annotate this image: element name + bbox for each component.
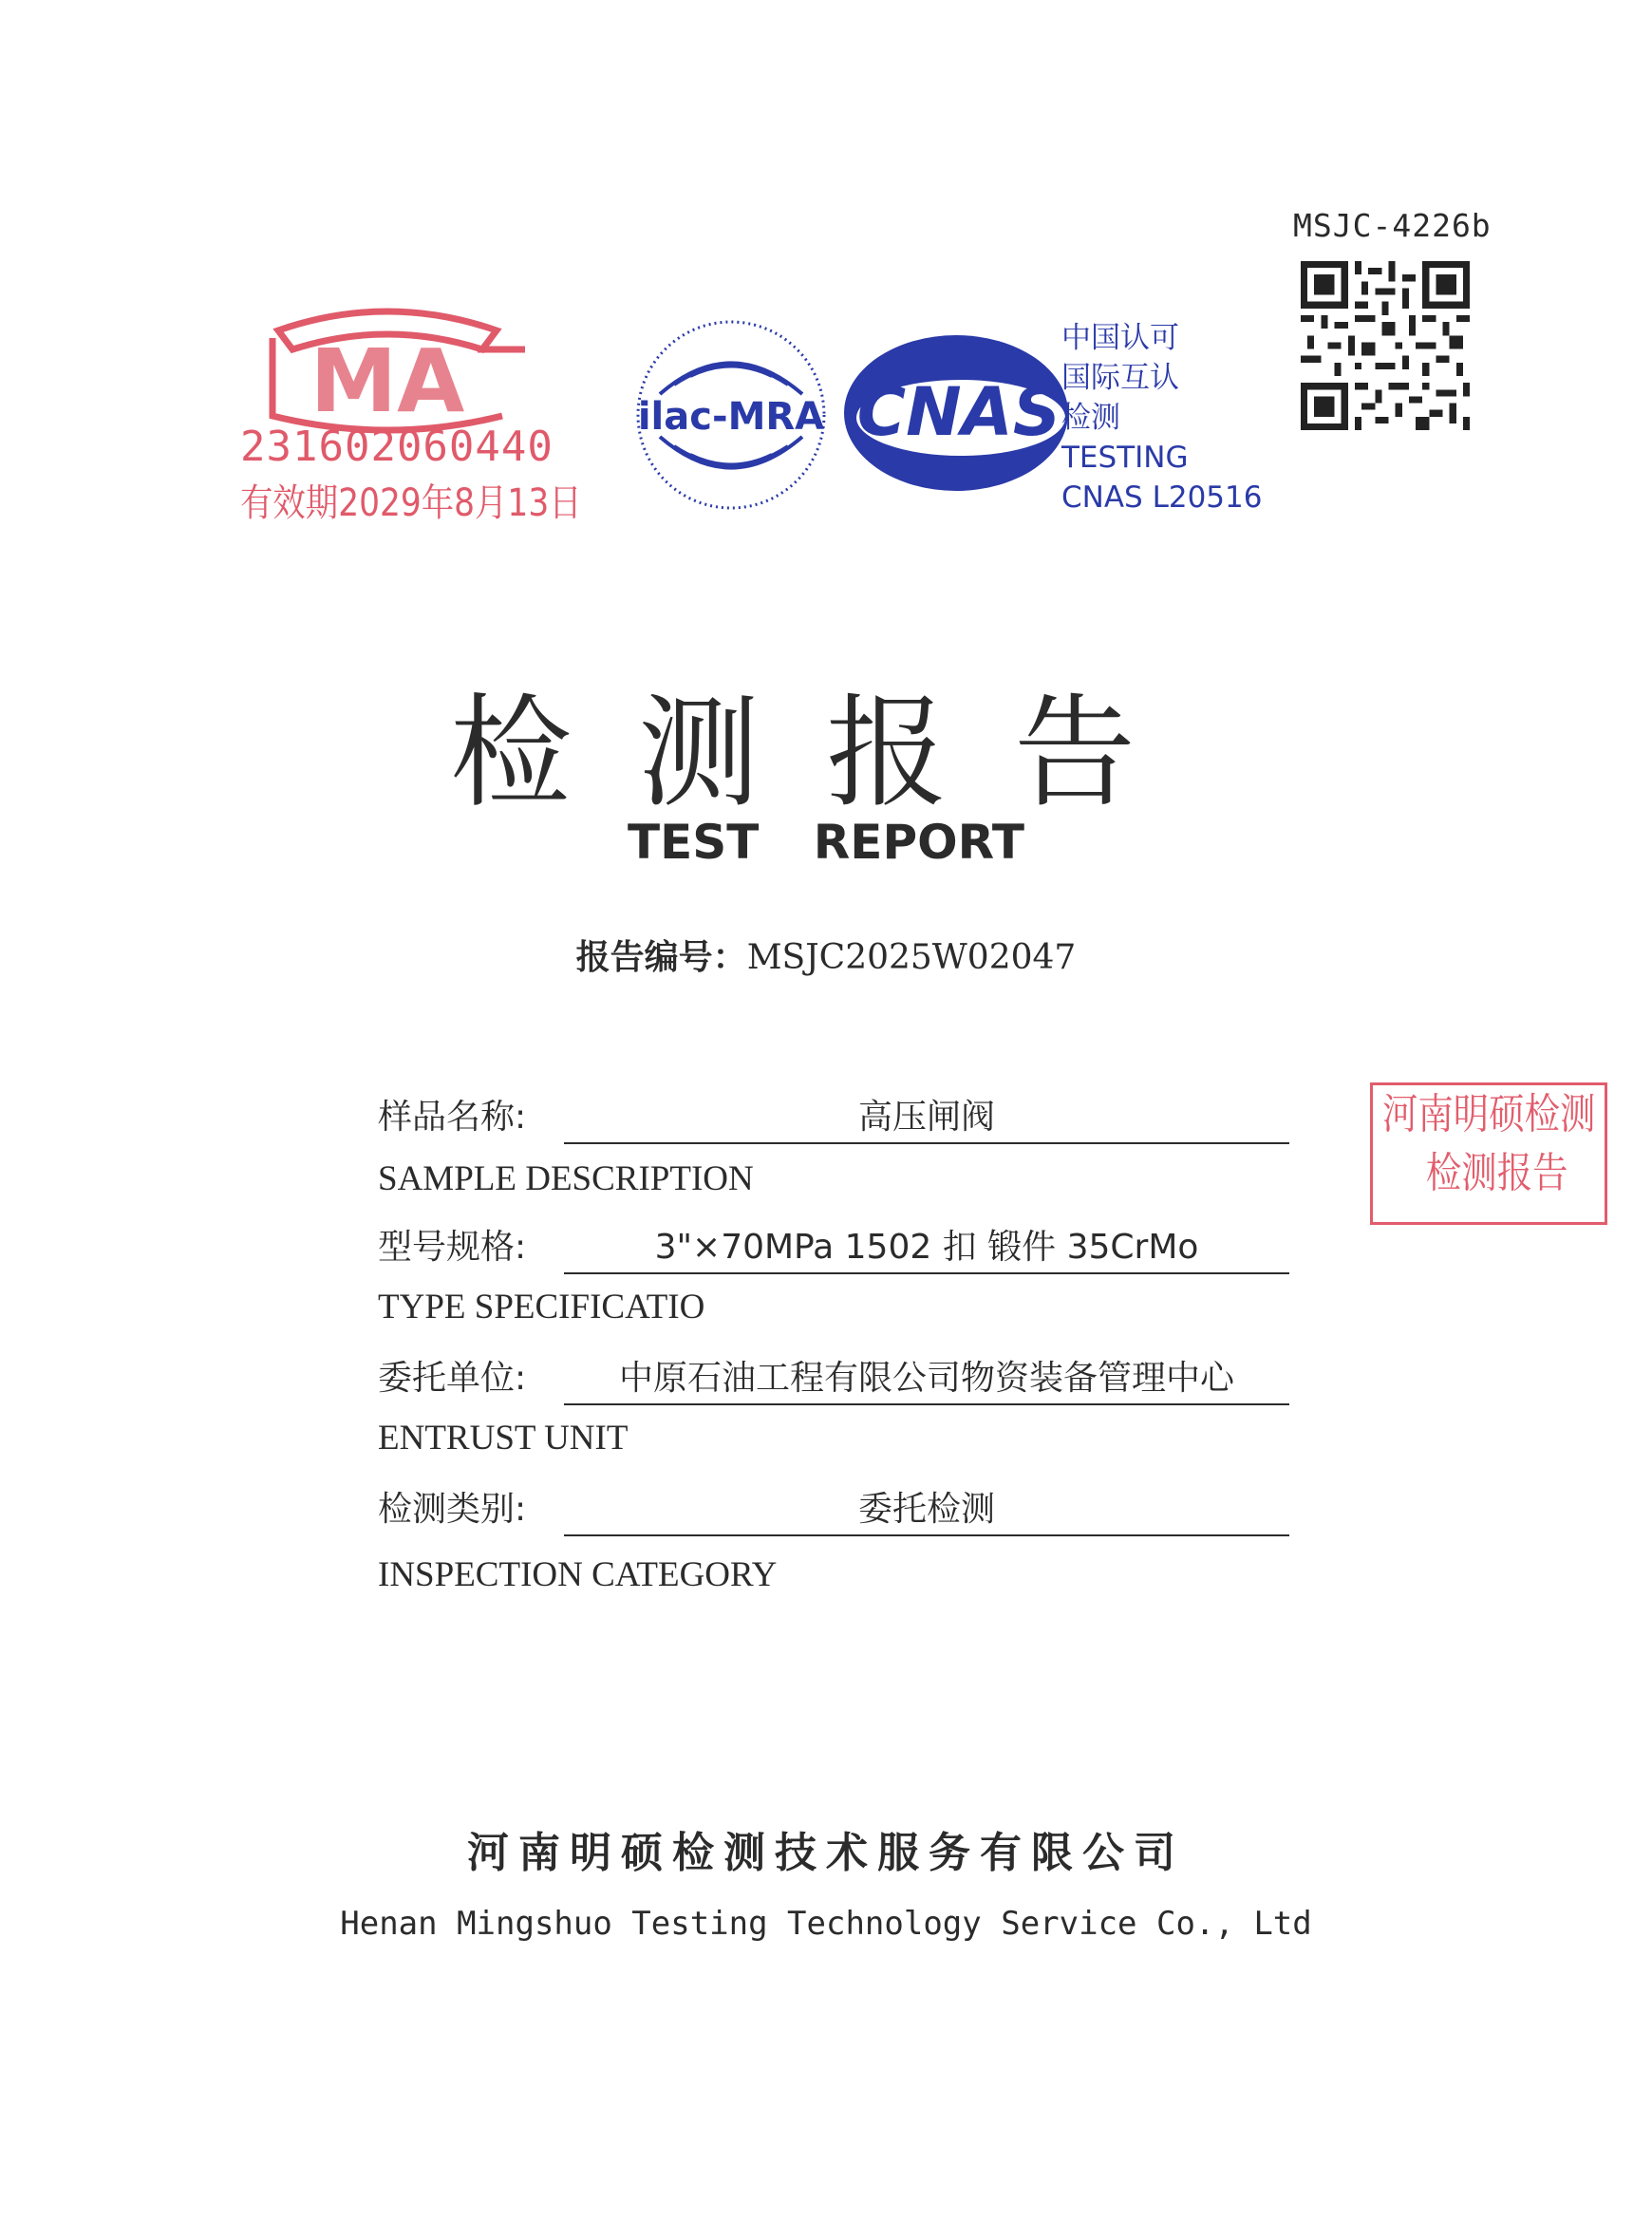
field-label: 检测类别: <box>378 1490 527 1529</box>
report-number-label: 报告编号： <box>575 938 747 977</box>
ilac-mra-text: ilac-MRA <box>637 395 825 439</box>
cnas-logo-text: CNAS <box>856 373 1061 451</box>
field-label: 样品名称: <box>378 1098 527 1137</box>
qr-code-icon <box>1301 261 1470 430</box>
stamp-line: 河南明硕检测 <box>1382 1090 1596 1138</box>
field-value: 中原石油工程有限公司物资装备管理中心 <box>618 1359 1234 1398</box>
field-english-label: ENTRUST UNIT <box>378 1419 629 1458</box>
field-type-specification <box>378 1217 1289 1274</box>
ilac-mra-logo-icon <box>631 313 831 517</box>
cnas-accreditation-text <box>1061 318 1262 517</box>
field-underline <box>564 1142 1289 1144</box>
cma-number: 231602060440 <box>240 423 554 471</box>
field-sample-description <box>378 1087 1289 1144</box>
report-number <box>0 931 1652 979</box>
company-name-chinese: 河南明硕检测技术服务有限公司 <box>467 1829 1185 1877</box>
field-value: 3"×70MPa 1502 扣 锻件 35CrMo <box>654 1228 1199 1267</box>
stamp-line: 检测报告 <box>1425 1149 1568 1197</box>
field-underline <box>564 1272 1289 1274</box>
cnas-logo-icon <box>837 330 1075 497</box>
report-title-chinese: 检测报告 <box>449 683 1202 824</box>
cnas-line: CNAS L20516 <box>1061 480 1263 515</box>
cma-validity: 有效期2029年8月13日 <box>240 481 582 525</box>
field-value: 委托检测 <box>857 1490 995 1529</box>
field-label: 委托单位: <box>378 1359 527 1398</box>
document-code: MSJC-4226b <box>1293 207 1492 244</box>
field-english-label: TYPE SPECIFICATIO <box>378 1288 705 1326</box>
cnas-line: TESTING <box>1061 441 1189 475</box>
cnas-line: 国际互认 <box>1061 361 1179 395</box>
field-english-label: INSPECTION CATEGORY <box>378 1555 778 1594</box>
field-entrust-unit <box>378 1348 1289 1405</box>
field-english-label: SAMPLE DESCRIPTION <box>378 1159 754 1198</box>
field-value: 高压闸阀 <box>857 1098 995 1137</box>
field-underline <box>564 1534 1289 1536</box>
cma-seal-letters: MA <box>310 330 465 432</box>
field-underline <box>564 1403 1289 1405</box>
company-stamp <box>1370 1082 1607 1225</box>
field-inspection-category <box>378 1479 1289 1536</box>
cnas-line: 中国认可 <box>1061 321 1179 355</box>
field-label: 型号规格: <box>378 1228 527 1267</box>
report-number-value: MSJC2025W02047 <box>746 938 1077 977</box>
report-title-english: TEST REPORT <box>628 815 1024 870</box>
company-name-english: Henan Mingshuo Testing Technology Service Co., Ltd <box>340 1905 1312 1943</box>
cnas-line: 检测 <box>1061 401 1120 435</box>
